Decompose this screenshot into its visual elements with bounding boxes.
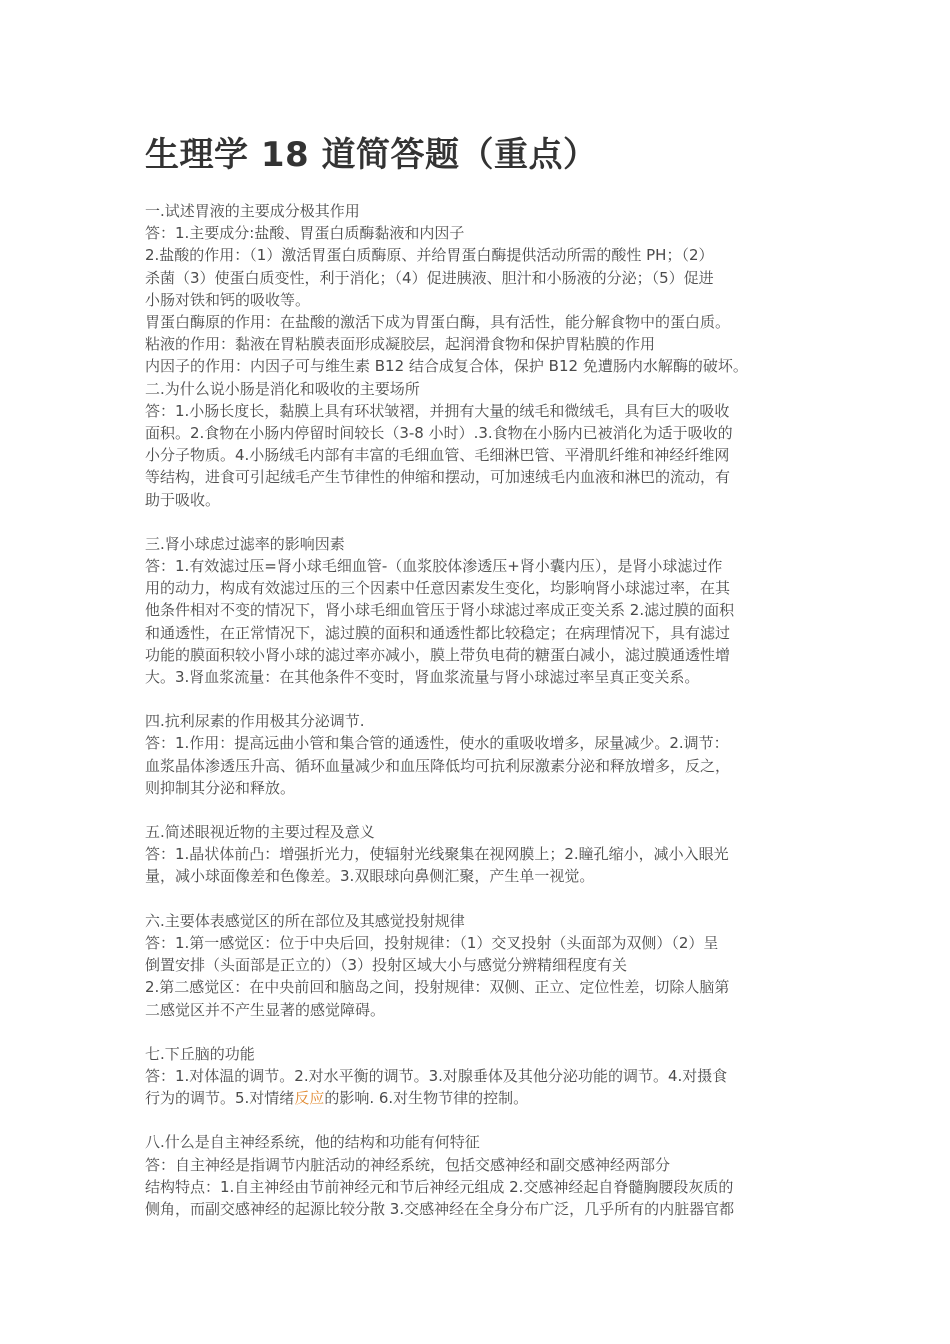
section-spacer [145, 511, 805, 533]
paragraph-line: 答：1.对体温的调节。2.对水平衡的调节。3.对腺垂体及其他分泌功能的调节。4.对摄食 [145, 1066, 728, 1085]
section-heading: 六.主要体表感觉区的所在部位及其感觉投射规律 [145, 911, 465, 930]
section-spacer [145, 799, 805, 821]
section-1 [145, 200, 805, 378]
paragraph-line: 血浆晶体渗透压升高、循环血量减少和血压降低均可抗利尿激素分泌和释放增多，反之， [145, 756, 731, 775]
section-spacer [145, 888, 805, 910]
paragraph-line: 面积。2.食物在小肠内停留时间较长（3-8 小时）.3.食物在小肠内已被消化为适于吸收的 [145, 424, 733, 443]
paragraph-line: 等结构，进食可引起绒毛产生节律性的伸缩和摆动，可加速绒毛内血液和淋巴的流动，有 [145, 468, 731, 487]
section-3 [145, 533, 805, 688]
section-heading: 五.简述眼视近物的主要过程及意义 [145, 823, 375, 842]
section-spacer [145, 688, 805, 710]
paragraph-line: 助于吸收。 [145, 490, 221, 509]
paragraph-line: 2.盐酸的作用：（1）激活胃蛋白质酶原、并给胃蛋白酶提供活动所需的酸性 PH；（2） [145, 246, 714, 265]
paragraph-line: 2.第二感觉区：在中央前回和脑岛之间，投射规律：双侧、正立、定位性差，切除人脑第 [145, 978, 730, 997]
section-5 [145, 821, 805, 888]
section-spacer [145, 1021, 805, 1043]
paragraph-line: 则抑制其分泌和释放。 [145, 778, 296, 797]
section-8 [145, 1131, 805, 1220]
section-spacer [145, 1109, 805, 1131]
section-heading: 八.什么是自主神经系统，他的结构和功能有何特征 [145, 1133, 480, 1152]
document-page [145, 128, 805, 1220]
text-run: 行为的调节。5.对情绪 [145, 1089, 295, 1108]
paragraph-line: 答：自主神经是指调节内脏活动的神经系统，包括交感神经和副交感神经两部分 [145, 1155, 671, 1174]
section-4 [145, 710, 805, 799]
text-run: 的影响. 6.对生物节律的控制。 [324, 1089, 529, 1108]
paragraph-line: 倒置安排（头面部是正立的）（3）投射区域大小与感觉分辨精细程度有关 [145, 956, 628, 975]
paragraph-line: 用的动力，构成有效滤过压的三个因素中任意因素发生变化，均影响肾小球滤过率，在其 [145, 579, 731, 598]
paragraph-line: 胃蛋白酶原的作用：在盐酸的激活下成为胃蛋白酶，具有活性，能分解食物中的蛋白质。 [145, 313, 731, 332]
paragraph-line: 量，减小球面像差和色像差。3.双眼球向鼻侧汇聚，产生单一视觉。 [145, 867, 595, 886]
paragraph-line: 答：1.主要成分:盐酸、胃蛋白质酶黏液和内因子 [145, 224, 465, 243]
page-title: 生理学 18 道简答题（重点） [145, 135, 598, 175]
highlighted-link-text[interactable]: 反应 [294, 1089, 325, 1108]
paragraph-line: 小肠对铁和钙的吸收等。 [145, 290, 311, 309]
section-7 [145, 1043, 805, 1110]
paragraph-line: 答：1.小肠长度长，黏膜上具有环状皱褶，并拥有大量的绒毛和微绒毛，具有巨大的吸收 [145, 401, 730, 420]
paragraph-line: 二感觉区并不产生显著的感觉障碍。 [145, 1000, 386, 1019]
paragraph-line: 结构特点：1.自主神经由节前神经元和节后神经元组成 2.交感神经起自脊髓胸腰段灰质的 [145, 1177, 734, 1196]
paragraph-line: 答：1.有效滤过压=肾小球毛细血管-（血浆胶体渗透压+肾小囊内压），是肾小球滤过作 [145, 557, 723, 576]
paragraph-line: 和通透性，在正常情况下，滤过膜的面积和通透性都比较稳定；在病理情况下，具有滤过 [145, 623, 731, 642]
paragraph-line: 他条件相对不变的情况下，肾小球毛细血管压于肾小球滤过率成正变关系 2.滤过膜的面积 [145, 601, 735, 620]
section-2 [145, 378, 805, 511]
paragraph-line: 答：1.作用：提高远曲小管和集合管的通透性，使水的重吸收增多，尿量减少。2.调节： [145, 734, 729, 753]
paragraph-line: 侧角，而副交感神经的起源比较分散 3.交感神经在全身分布广泛，几乎所有的内脏器官都 [145, 1199, 735, 1218]
paragraph-line: 小分子物质。4.小肠绒毛内部有丰富的毛细血管、毛细淋巴管、平滑肌纤维和神经纤维网 [145, 446, 730, 465]
section-heading: 二.为什么说小肠是消化和吸收的主要场所 [145, 379, 420, 398]
section-heading: 四.抗利尿素的作用极其分泌调节. [145, 712, 365, 731]
paragraph-line: 杀菌（3）使蛋白质变性，利于消化；（4）促进胰液、胆汁和小肠液的分泌；（5）促进 [145, 268, 714, 287]
paragraph-line: 内因子的作用：内因子可与维生素 B12 结合成复合体，保护 B12 免遭肠内水解酶的破坏。 [145, 357, 748, 376]
paragraph-line: 答：1.第一感觉区：位于中央后回，投射规律：（1）交叉投射（头面部为双侧）（2）呈 [145, 933, 719, 952]
paragraph-line: 大。3.肾血浆流量：在其他条件不变时，肾血浆流量与肾小球滤过率呈真正变关系。 [145, 668, 700, 687]
paragraph-line: 答：1.晶状体前凸：增强折光力，使辐射光线聚集在视网膜上；2.瞳孔缩小，减小入眼光 [145, 845, 729, 864]
section-heading: 七.下丘脑的功能 [145, 1044, 255, 1063]
paragraph-line: 功能的膜面积较小肾小球的滤过率亦减小，膜上带负电荷的糖蛋白减小，滤过膜通透性增 [145, 645, 731, 664]
section-6 [145, 910, 805, 1021]
section-heading: 一.试述胃液的主要成分极其作用 [145, 202, 360, 220]
paragraph-line [145, 1087, 805, 1109]
paragraph-line: 粘液的作用：黏液在胃粘膜表面形成凝胶层，起润滑食物和保护胃粘膜的作用 [145, 335, 656, 354]
section-heading: 三.肾小球虑过滤率的影响因素 [145, 534, 345, 553]
